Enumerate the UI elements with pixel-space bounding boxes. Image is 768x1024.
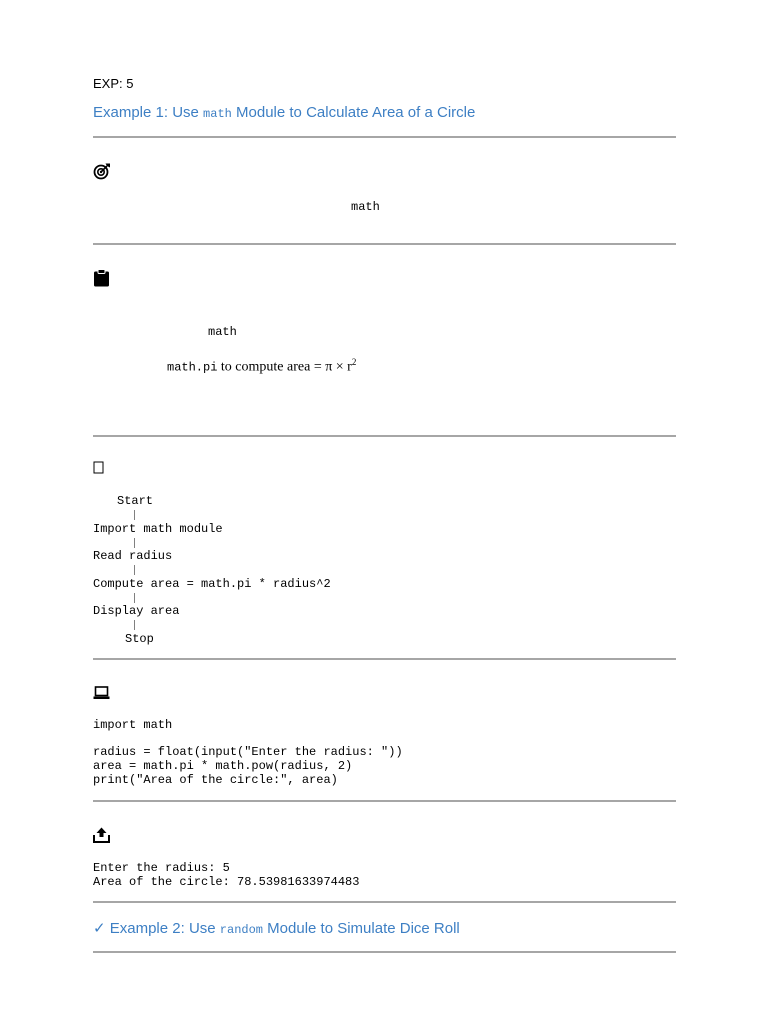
example-1-title-code: math: [203, 107, 232, 121]
flow-connector: [134, 538, 135, 548]
output-code-block: Enter the radius: 5 Area of the circle: 78.53981633974483: [93, 861, 360, 889]
divider: [93, 951, 676, 953]
algorithm-line-2-code: math.pi: [167, 360, 218, 375]
divider: [93, 800, 676, 802]
flow-connector: [134, 510, 135, 520]
flow-step: Start: [117, 494, 154, 508]
example-1-heading: [93, 104, 475, 121]
target-icon: [93, 162, 111, 180]
flow-step: Display area: [93, 604, 180, 618]
algorithm-line-1-code: math: [208, 325, 237, 339]
divider: [93, 136, 676, 138]
divider: [93, 658, 676, 660]
algorithm-line-2-text: to compute area = π × r: [217, 359, 352, 375]
divider: [93, 435, 676, 437]
flow-connector: [134, 620, 135, 630]
flow-step: Read radius: [93, 549, 173, 563]
laptop-icon: [93, 686, 111, 704]
divider: [93, 901, 676, 903]
example-1-title-suffix: Module to Calculate Area of a Circle: [231, 104, 476, 121]
flow-step: Stop: [125, 632, 154, 646]
upload-icon: [93, 827, 111, 845]
flow-step: Compute area = math.pi * radius^2: [93, 577, 331, 591]
example-2-heading: [93, 919, 460, 937]
flow-connector: [134, 593, 135, 603]
experiment-label: EXP: 5: [93, 76, 134, 91]
example-2-title-prefix: Example 2: Use: [105, 920, 220, 937]
flow-connector: [134, 565, 135, 575]
divider: [93, 243, 676, 245]
example-2-title-code: random: [219, 923, 264, 937]
algorithm-formula: [167, 357, 356, 376]
program-code-block: import math radius = float(input("Enter the radius: ")) area = math.pi * math.pow(radius, 2) print("Area of the circle:", area): [93, 718, 403, 787]
algorithm-line-2-superscript: 2: [351, 357, 357, 367]
flow-step: Import math module: [93, 522, 223, 536]
checkmark-icon: ✓: [93, 920, 106, 937]
clipboard-icon: [93, 269, 111, 287]
aim-code: math: [351, 200, 380, 214]
missing-glyph-icon: [93, 461, 105, 475]
example-1-title-prefix: Example 1: Use: [93, 104, 204, 121]
example-2-title-suffix: Module to Simulate Dice Roll: [263, 920, 460, 937]
